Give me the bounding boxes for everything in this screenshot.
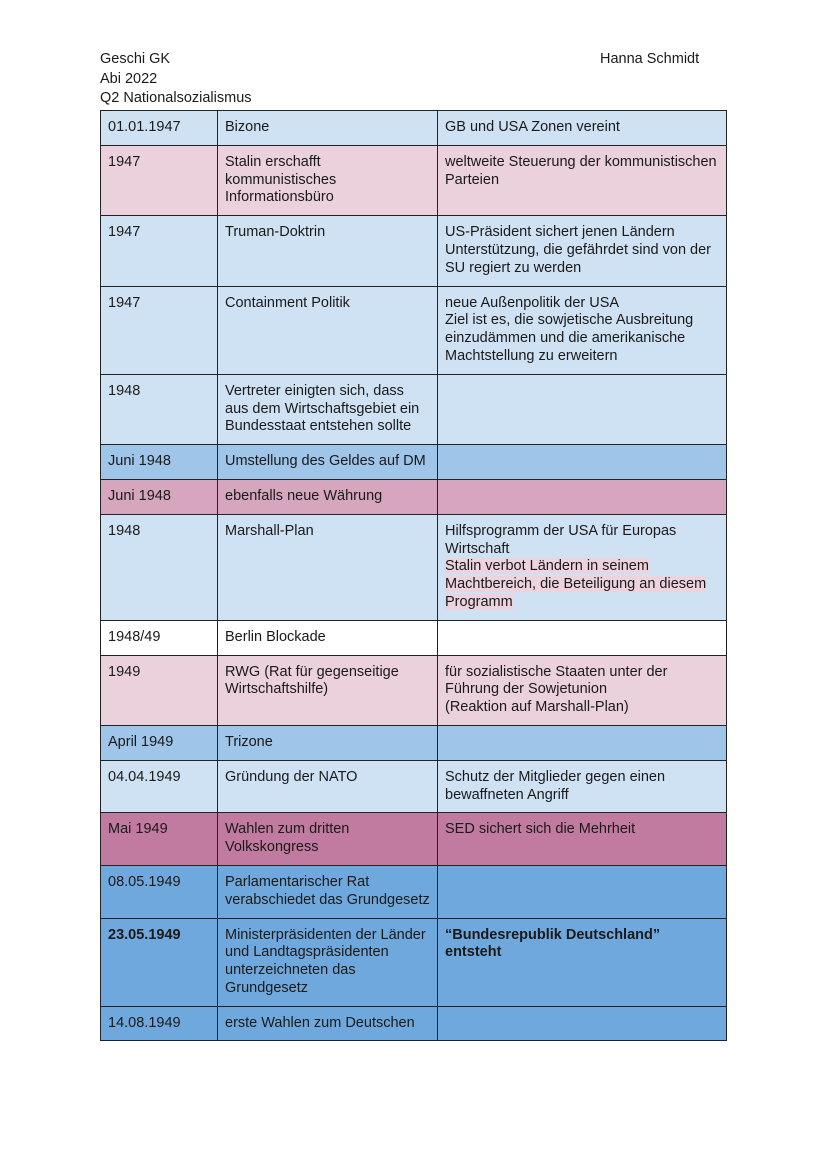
- details-line: Ziel ist es, die sowjetische Ausbreitung einzudämmen und die amerikanische Machtstellung zu erweitern: [445, 312, 694, 364]
- event-cell: Containment Politik: [218, 286, 438, 374]
- event-cell: Bizone: [218, 111, 438, 146]
- table-row: [101, 216, 727, 286]
- event-cell: Truman-Doktrin: [218, 216, 438, 286]
- event-cell: Umstellung des Geldes auf DM: [218, 445, 438, 480]
- table-row: [101, 286, 727, 374]
- author-name: Hanna Schmidt: [600, 51, 700, 67]
- details-line: weltweite Steuerung der kommunistischen Parteien: [445, 153, 717, 188]
- details-cell: [438, 111, 727, 146]
- table-row: [101, 111, 727, 146]
- details-line: [445, 558, 719, 611]
- event-cell: Vertreter einigten sich, dass aus dem Wirtschaftsgebiet ein Bundesstaat entstehen sollte: [218, 374, 438, 444]
- date-cell: 01.01.1947: [101, 111, 218, 146]
- table-row: [101, 445, 727, 480]
- details-cell: [438, 514, 727, 620]
- date-cell: 1948: [101, 514, 218, 620]
- details-line: GB und USA Zonen vereint: [445, 119, 620, 135]
- details-cell: [438, 479, 727, 514]
- details-cell: [438, 813, 727, 866]
- details-line: Hilfsprogramm der USA für Europas Wirtschaft: [445, 522, 677, 557]
- details-cell: [438, 145, 727, 215]
- event-cell: ebenfalls neue Währung: [218, 479, 438, 514]
- date-cell: 1947: [101, 286, 218, 374]
- details-cell: [438, 865, 727, 918]
- table-row: [101, 514, 727, 620]
- event-cell: Stalin erschafft kommunistisches Informationsbüro: [218, 145, 438, 215]
- date-cell: 1948/49: [101, 620, 218, 655]
- details-cell: [438, 374, 727, 444]
- event-cell: Parlamentarischer Rat verabschiedet das Grundgesetz: [218, 865, 438, 918]
- details-line: US-Präsident sichert jenen Ländern Unterstützung, die gefährdet sind von der SU regiert zu werden: [445, 224, 711, 276]
- date-cell: 04.04.1949: [101, 760, 218, 813]
- event-cell: Trizone: [218, 725, 438, 760]
- highlighted-text: Stalin verbot Ländern in seinem Machtbereich, die Beteiligung an diesem Programm: [445, 558, 707, 610]
- details-cell: [438, 286, 727, 374]
- details-cell: [438, 445, 727, 480]
- event-cell: Gründung der NATO: [218, 760, 438, 813]
- table-row: [101, 865, 727, 918]
- event-cell: Marshall-Plan: [218, 514, 438, 620]
- table-row: [101, 479, 727, 514]
- date-cell: 08.05.1949: [101, 865, 218, 918]
- details-cell: [438, 760, 727, 813]
- details-line: SED sichert sich die Mehrheit: [445, 821, 636, 838]
- details-line: neue Außenpolitik der USA: [445, 294, 620, 311]
- date-cell: Juni 1948: [101, 479, 218, 514]
- topic-label: Q2 Nationalsozialismus: [100, 90, 252, 106]
- details-cell: [438, 620, 727, 655]
- details-cell: [438, 216, 727, 286]
- event-cell: Ministerpräsidenten der Länder und Landtagspräsidenten unterzeichneten das Grundgesetz: [218, 918, 438, 1006]
- details-line: (Reaktion auf Marshall-Plan): [445, 699, 629, 716]
- event-cell: Berlin Blockade: [218, 620, 438, 655]
- details-line: Schutz der Mitglieder gegen einen bewaffneten Angriff: [445, 768, 666, 803]
- details-cell: [438, 1006, 727, 1041]
- table-row: [101, 620, 727, 655]
- timeline-body: [101, 111, 727, 1041]
- course-label: Geschi GK: [100, 51, 171, 67]
- details-cell: [438, 918, 727, 1006]
- table-row: [101, 655, 727, 725]
- event-cell: Wahlen zum dritten Volkskongress: [218, 813, 438, 866]
- date-cell: 1947: [101, 145, 218, 215]
- date-cell: 23.05.1949: [101, 918, 218, 1006]
- date-cell: 1947: [101, 216, 218, 286]
- date-cell: Mai 1949: [101, 813, 218, 866]
- table-row: [101, 918, 727, 1006]
- table-row: [101, 813, 727, 866]
- timeline-table: [100, 110, 727, 1041]
- table-row: [101, 374, 727, 444]
- year-label: Abi 2022: [100, 70, 158, 87]
- table-row: [101, 760, 727, 813]
- event-cell: erste Wahlen zum Deutschen: [218, 1006, 438, 1041]
- details-cell: [438, 655, 727, 725]
- date-cell: April 1949: [101, 725, 218, 760]
- table-row: [101, 1006, 727, 1041]
- event-cell: RWG (Rat für gegenseitige Wirtschaftshilfe): [218, 655, 438, 725]
- date-cell: 1948: [101, 374, 218, 444]
- document-header-left: [100, 50, 252, 109]
- details-cell: [438, 725, 727, 760]
- table-row: [101, 725, 727, 760]
- date-cell: 14.08.1949: [101, 1006, 218, 1041]
- date-cell: 1949: [101, 655, 218, 725]
- date-cell: Juni 1948: [101, 445, 218, 480]
- table-row: [101, 145, 727, 215]
- details-line: für sozialistische Staaten unter der Führung der Sowjetunion: [445, 663, 668, 698]
- details-line: “Bundesrepublik Deutschland” entsteht: [445, 926, 661, 961]
